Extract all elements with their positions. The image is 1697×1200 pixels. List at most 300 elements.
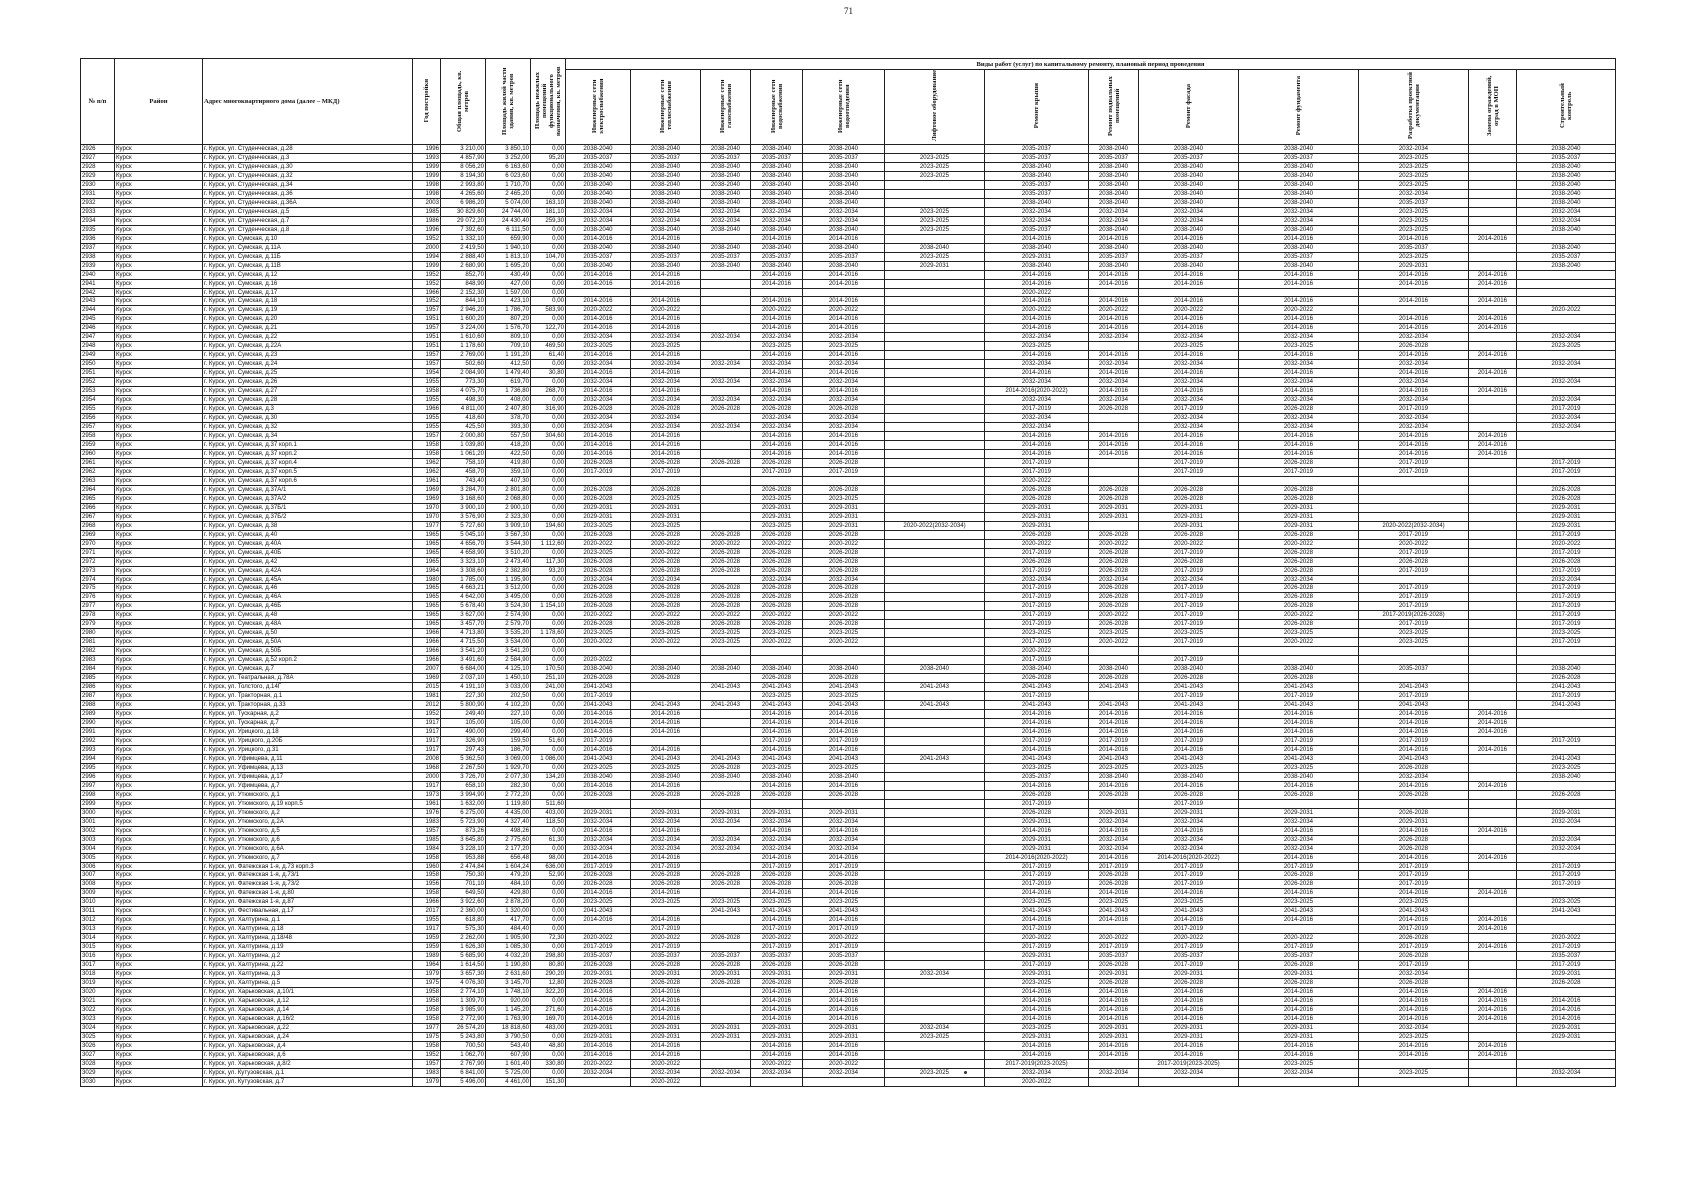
cell-work-period: 2014-2016 xyxy=(985,324,1089,333)
cell-total-area: 2 084,90 xyxy=(441,369,486,378)
cell-address: г. Курск, ул. Харьковская, д.16/2 xyxy=(203,1014,413,1023)
cell-work-period: 2020-2022 xyxy=(566,1059,631,1068)
cell-work-period xyxy=(1469,880,1517,889)
table-row xyxy=(81,297,1616,306)
cell-work-period: 2026-2028 xyxy=(1239,557,1359,566)
cell-work-period xyxy=(1359,494,1469,503)
cell-address: г. Курск, ул. Студенческая, д.5 xyxy=(203,207,413,216)
cell-work-period: 2020-2022 xyxy=(1239,539,1359,548)
cell-work-period: 2035-2037 xyxy=(803,252,885,261)
cell-number: 2952 xyxy=(81,378,115,387)
cell-nonresidential-area: 0,00 xyxy=(531,333,566,342)
cell-total-area: 3 922,60 xyxy=(441,898,486,907)
cell-work-period xyxy=(1359,1077,1469,1086)
cell-work-period: 2014-2016 xyxy=(1359,297,1469,306)
cell-residential-area: 2 900,10 xyxy=(486,503,531,512)
cell-work-period: 2032-2034 xyxy=(751,1068,803,1077)
cell-total-area: 7 392,60 xyxy=(441,225,486,234)
cell-total-area: 3 994,90 xyxy=(441,790,486,799)
cell-year: 1957 xyxy=(413,432,441,441)
table-row xyxy=(81,252,1616,261)
cell-work-period: 2017-2019 xyxy=(1139,593,1239,602)
cell-work-period: 2014-2016 xyxy=(1089,1014,1139,1023)
cell-work-period: 2014-2016 xyxy=(1239,369,1359,378)
cell-work-period: 2029-2031 xyxy=(1139,1032,1239,1041)
cell-address: г. Курск, ул. Сумская, д.37 корп.4 xyxy=(203,458,413,467)
cell-total-area: 1 614,50 xyxy=(441,961,486,970)
cell-work-period xyxy=(885,602,985,611)
cell-residential-area: 1 748,10 xyxy=(486,988,531,997)
cell-work-period: 2038-2040 xyxy=(631,198,701,207)
cell-work-period: 2029-2031 xyxy=(985,844,1089,853)
cell-work-period xyxy=(1517,719,1616,728)
cell-district: Курск xyxy=(115,153,203,162)
cell-total-area: 758,10 xyxy=(441,458,486,467)
cell-residential-area: 3 069,00 xyxy=(486,754,531,763)
cell-year: 2015 xyxy=(413,683,441,692)
cell-residential-area: 607,90 xyxy=(486,1050,531,1059)
cell-work-period: 2017-2019 xyxy=(1359,566,1469,575)
cell-work-period: 2017-2019 xyxy=(1359,862,1469,871)
cell-address: г. Курск, ул. Уфимцева, д.7 xyxy=(203,781,413,790)
cell-work-period xyxy=(885,907,985,916)
cell-work-period xyxy=(885,1041,985,1050)
cell-work-period xyxy=(701,745,751,754)
cell-number: 2948 xyxy=(81,342,115,351)
cell-address: г. Курск, ул. Харьковская, д.12 xyxy=(203,997,413,1006)
cell-work-period xyxy=(631,647,701,656)
table-row xyxy=(81,934,1616,943)
cell-work-period: 2041-2043 xyxy=(985,701,1089,710)
cell-number: 2947 xyxy=(81,333,115,342)
cell-total-area: 5 045,10 xyxy=(441,530,486,539)
cell-number: 2956 xyxy=(81,414,115,423)
cell-work-period: 2020-2022 xyxy=(1239,306,1359,315)
cell-work-period: 2041-2043 xyxy=(631,754,701,763)
cell-work-period: 2014-2016 xyxy=(1089,1050,1139,1059)
cell-work-period xyxy=(631,656,701,665)
cell-work-period: 2035-2037 xyxy=(1359,243,1469,252)
cell-work-period: 2041-2043 xyxy=(566,907,631,916)
cell-work-period: 2026-2028 xyxy=(701,871,751,880)
cell-work-period xyxy=(885,414,985,423)
cell-work-period xyxy=(701,1059,751,1068)
cell-work-period: 2026-2028 xyxy=(1089,979,1139,988)
cell-work-period: 2038-2040 xyxy=(566,665,631,674)
cell-address: г. Курск, ул. Урицкого, д.31 xyxy=(203,745,413,754)
cell-work-period: 2014-2016 xyxy=(1239,997,1359,1006)
cell-work-period xyxy=(1469,261,1517,270)
cell-work-period: 2014-2016 xyxy=(803,719,885,728)
cell-work-period: 2017-2019 xyxy=(1359,943,1469,952)
cell-work-period: 2014-2016 xyxy=(751,440,803,449)
cell-work-period: 2041-2043 xyxy=(751,683,803,692)
cell-work-period: 2029-2031 xyxy=(1517,512,1616,521)
cell-work-period xyxy=(1469,566,1517,575)
cell-work-period: 2038-2040 xyxy=(1089,243,1139,252)
cell-work-period: 2026-2028 xyxy=(751,979,803,988)
cell-work-period: 2026-2028 xyxy=(803,979,885,988)
table-row xyxy=(81,449,1616,458)
cell-residential-area: 2 878,20 xyxy=(486,898,531,907)
cell-work-period: 2041-2043 xyxy=(985,683,1089,692)
cell-year: 1985 xyxy=(413,207,441,216)
cell-district: Курск xyxy=(115,817,203,826)
cell-district: Курск xyxy=(115,548,203,557)
cell-year: 1983 xyxy=(413,817,441,826)
table-row xyxy=(81,1077,1616,1086)
cell-work-period: 2029-2031 xyxy=(803,970,885,979)
cell-year: 1979 xyxy=(413,970,441,979)
cell-work-period: 2035-2037 xyxy=(701,252,751,261)
cell-year: 1955 xyxy=(413,423,441,432)
cell-work-period: 2026-2028 xyxy=(1089,584,1139,593)
cell-residential-area: 2 323,30 xyxy=(486,512,531,521)
cell-district: Курск xyxy=(115,207,203,216)
cell-work-period: 2029-2031 xyxy=(1089,970,1139,979)
cell-address: г. Курск, ул. Утюмского, д.6 xyxy=(203,835,413,844)
cell-work-period: 2017-2019 xyxy=(1139,656,1239,665)
cell-work-period xyxy=(1517,432,1616,441)
cell-work-period: 2026-2028 xyxy=(566,620,631,629)
cell-work-period: 2029-2031 xyxy=(701,1023,751,1032)
cell-work-period xyxy=(701,736,751,745)
cell-work-period: 2014-2016 xyxy=(1239,1050,1359,1059)
cell-work-period: 2032-2034 xyxy=(1089,333,1139,342)
cell-work-period xyxy=(1469,979,1517,988)
cell-work-period xyxy=(1469,799,1517,808)
cell-year: 1965 xyxy=(413,530,441,539)
cell-work-period: 2029-2031 xyxy=(751,970,803,979)
cell-nonresidential-area: 61,30 xyxy=(531,835,566,844)
cell-work-period: 2035-2037 xyxy=(985,772,1089,781)
cell-work-period: 2026-2028 xyxy=(985,485,1089,494)
cell-work-period: 2014-2016 xyxy=(631,781,701,790)
cell-work-period: 2032-2034 xyxy=(1359,378,1469,387)
cell-work-period: 2017-2019 xyxy=(985,871,1089,880)
cell-work-period: 2041-2043 xyxy=(885,701,985,710)
cell-work-period xyxy=(885,145,985,154)
cell-work-period: 2038-2040 xyxy=(701,162,751,171)
cell-work-period: 2014-2016 xyxy=(985,727,1089,736)
cell-work-period: 2038-2040 xyxy=(1239,225,1359,234)
cell-work-period: 2038-2040 xyxy=(803,198,885,207)
cell-year: 1955 xyxy=(413,378,441,387)
cell-work-period xyxy=(885,306,985,315)
cell-year: 1958 xyxy=(413,988,441,997)
cell-number: 2960 xyxy=(81,449,115,458)
cell-work-period: 2020-2022 xyxy=(1359,539,1469,548)
cell-work-period: 2014-2016 xyxy=(803,710,885,719)
cell-work-period: 2026-2028 xyxy=(1089,593,1139,602)
cell-nonresidential-area: 271,60 xyxy=(531,1006,566,1015)
cell-work-period: 2023-2025 xyxy=(885,216,985,225)
cell-work-period: 2014-2016 xyxy=(1139,324,1239,333)
cell-work-period: 2038-2040 xyxy=(1139,171,1239,180)
cell-work-period: 2017-2019 xyxy=(1359,961,1469,970)
cell-work-period: 2014-2016 xyxy=(803,1014,885,1023)
cell-work-period: 2020-2022 xyxy=(631,1059,701,1068)
cell-work-period xyxy=(1469,207,1517,216)
cell-address: г. Курск, ул. Харьковская, д.6 xyxy=(203,1050,413,1059)
cell-work-period: 2041-2043 xyxy=(1239,683,1359,692)
cell-district: Курск xyxy=(115,862,203,871)
cell-work-period: 2017-2019 xyxy=(985,593,1089,602)
cell-work-period xyxy=(885,808,985,817)
cell-district: Курск xyxy=(115,916,203,925)
cell-work-period xyxy=(885,378,985,387)
cell-work-period xyxy=(885,692,985,701)
cell-work-period: 2032-2034 xyxy=(631,817,701,826)
cell-work-period xyxy=(885,405,985,414)
cell-work-period xyxy=(701,799,751,808)
cell-number: 2996 xyxy=(81,772,115,781)
cell-number: 2930 xyxy=(81,180,115,189)
cell-work-period: 2026-2028 xyxy=(1139,494,1239,503)
table-row xyxy=(81,853,1616,862)
cell-district: Курск xyxy=(115,710,203,719)
cell-work-period: 2014-2016 xyxy=(985,270,1089,279)
cell-total-area: 658,10 xyxy=(441,781,486,790)
cell-work-period xyxy=(1469,593,1517,602)
cell-nonresidential-area: 0,00 xyxy=(531,907,566,916)
cell-work-period: 2026-2028 xyxy=(1089,674,1139,683)
cell-work-period: 2014-2016 xyxy=(985,279,1089,288)
cell-district: Курск xyxy=(115,494,203,503)
cell-address: г. Курск, ул. Халтурина, д.19 xyxy=(203,943,413,952)
cell-work-period: 2038-2040 xyxy=(1517,243,1616,252)
cell-address: г. Курск, ул. Утюмского, д.6А xyxy=(203,844,413,853)
cell-work-period: 2026-2028 xyxy=(566,961,631,970)
cell-work-period: 2014-2016 xyxy=(985,440,1089,449)
cell-address: г. Курск, ул. Сумская, д.10 xyxy=(203,234,413,243)
cell-work-period: 2014-2016 xyxy=(1469,449,1517,458)
cell-district: Курск xyxy=(115,961,203,970)
cell-work-period: 2014-2016 xyxy=(631,1050,701,1059)
cell-nonresidential-area: 0,00 xyxy=(531,701,566,710)
cell-work-period: 2017-2019 xyxy=(1139,458,1239,467)
cell-work-period: 2014-2016 xyxy=(1239,1014,1359,1023)
header-work-type: Инженерные сети газоснабжения xyxy=(701,70,751,145)
cell-address: г. Курск, ул. Сумская, д.17 xyxy=(203,288,413,297)
cell-work-period: 2014-2016 xyxy=(1089,826,1139,835)
cell-district: Курск xyxy=(115,1006,203,1015)
cell-work-period xyxy=(1239,288,1359,297)
cell-number: 2932 xyxy=(81,198,115,207)
cell-work-period: 2014-2016 xyxy=(1239,315,1359,324)
cell-work-period: 2032-2034 xyxy=(985,1068,1089,1077)
cell-work-period: 2014-2016 xyxy=(985,234,1089,243)
cell-work-period xyxy=(1469,907,1517,916)
cell-work-period: 2032-2034 xyxy=(631,396,701,405)
cell-number: 2979 xyxy=(81,620,115,629)
cell-work-period: 2014-2016 xyxy=(566,710,631,719)
cell-nonresidential-area: 0,00 xyxy=(531,530,566,539)
cell-work-period xyxy=(1469,692,1517,701)
cell-residential-area: 2 574,90 xyxy=(486,611,531,620)
cell-district: Курск xyxy=(115,467,203,476)
cell-work-period: 2038-2040 xyxy=(701,772,751,781)
cell-work-period: 2026-2028 xyxy=(1089,790,1139,799)
table-row xyxy=(81,745,1616,754)
cell-work-period: 2020-2022 xyxy=(1239,638,1359,647)
cell-work-period: 2038-2040 xyxy=(1089,665,1139,674)
table-row xyxy=(81,710,1616,719)
cell-work-period: 2038-2040 xyxy=(1239,171,1359,180)
cell-work-period: 2014-2016 xyxy=(751,324,803,333)
cell-work-period: 2038-2040 xyxy=(751,243,803,252)
cell-nonresidential-area: 0,00 xyxy=(531,898,566,907)
cell-work-period: 2014-2016 xyxy=(803,351,885,360)
cell-work-period xyxy=(885,674,985,683)
cell-work-period: 2017-2019 xyxy=(1359,548,1469,557)
cell-work-period: 2026-2028 xyxy=(701,979,751,988)
cell-work-period: 2032-2034 xyxy=(1139,207,1239,216)
cell-district: Курск xyxy=(115,763,203,772)
cell-work-period: 2029-2031 xyxy=(1239,970,1359,979)
cell-district: Курск xyxy=(115,189,203,198)
cell-work-period: 2032-2034 xyxy=(1517,360,1616,369)
cell-total-area: 3 645,80 xyxy=(441,835,486,844)
cell-work-period: 2026-2028 xyxy=(701,458,751,467)
cell-work-period: 2026-2028 xyxy=(803,566,885,575)
cell-district: Курск xyxy=(115,997,203,1006)
cell-number: 2937 xyxy=(81,243,115,252)
cell-work-period xyxy=(1469,647,1517,656)
cell-total-area: 4 075,70 xyxy=(441,387,486,396)
cell-work-period: 2014-2016 xyxy=(1359,853,1469,862)
cell-work-period xyxy=(1469,539,1517,548)
cell-work-period: 2020-2022 xyxy=(631,548,701,557)
cell-work-period: 2029-2031 xyxy=(1139,512,1239,521)
cell-work-period: 2035-2037 xyxy=(985,189,1089,198)
cell-total-area: 3 541,20 xyxy=(441,647,486,656)
cell-nonresidential-area: 0,00 xyxy=(531,880,566,889)
cell-total-area: 3 627,00 xyxy=(441,611,486,620)
cell-work-period: 2023-2025 xyxy=(985,763,1089,772)
cell-total-area: 2 262,00 xyxy=(441,934,486,943)
cell-district: Курск xyxy=(115,539,203,548)
cell-work-period: 2029-2031 xyxy=(1239,503,1359,512)
table-row xyxy=(81,180,1616,189)
cell-work-period xyxy=(701,432,751,441)
cell-work-period: 2026-2028 xyxy=(701,405,751,414)
cell-work-period: 2023-2025 xyxy=(751,763,803,772)
cell-number: 3008 xyxy=(81,880,115,889)
cell-work-period: 2014-2016 xyxy=(985,916,1089,925)
cell-work-period: 2017-2019 xyxy=(1517,692,1616,701)
cell-work-period: 2029-2031 xyxy=(566,512,631,521)
cell-work-period: 2014-2016 xyxy=(985,1006,1089,1015)
cell-year: 1951 xyxy=(413,333,441,342)
cell-district: Курск xyxy=(115,145,203,154)
cell-residential-area: 412,50 xyxy=(486,360,531,369)
cell-residential-area: 2 775,60 xyxy=(486,835,531,844)
cell-nonresidential-area: 0,00 xyxy=(531,279,566,288)
cell-work-period: 2041-2043 xyxy=(1359,701,1469,710)
cell-work-period: 2014-2016 xyxy=(751,432,803,441)
table-row xyxy=(81,315,1616,324)
cell-work-period: 2035-2037 xyxy=(701,153,751,162)
cell-work-period xyxy=(701,710,751,719)
cell-work-period xyxy=(885,656,985,665)
header-work-type: Строительный контроль xyxy=(1517,70,1616,145)
cell-work-period: 2014-2016 xyxy=(566,916,631,925)
cell-address: г. Курск, ул. Студенческая, д.30 xyxy=(203,162,413,171)
cell-residential-area: 619,70 xyxy=(486,378,531,387)
cell-nonresidential-area: 0,00 xyxy=(531,719,566,728)
cell-year: 1999 xyxy=(413,162,441,171)
cell-work-period: 2014-2016 xyxy=(1239,781,1359,790)
cell-work-period: 2014-2016 xyxy=(1089,781,1139,790)
table-row xyxy=(81,1032,1616,1041)
cell-work-period xyxy=(701,656,751,665)
cell-work-period: 2038-2040 xyxy=(1239,189,1359,198)
cell-work-period: 2014-2016 xyxy=(803,745,885,754)
cell-work-period: 2014-2016 xyxy=(1139,826,1239,835)
cell-residential-area: 1 191,20 xyxy=(486,351,531,360)
cell-number: 2988 xyxy=(81,701,115,710)
cell-work-period: 2038-2040 xyxy=(701,180,751,189)
cell-work-period xyxy=(885,1006,985,1015)
cell-work-period: 2026-2028 xyxy=(1359,979,1469,988)
cell-district: Курск xyxy=(115,889,203,898)
cell-work-period: 2014-2016 xyxy=(803,988,885,997)
cell-nonresidential-area: 298,80 xyxy=(531,952,566,961)
cell-work-period: 2038-2040 xyxy=(985,665,1089,674)
cell-work-period: 2026-2028 xyxy=(1359,952,1469,961)
cell-work-period xyxy=(885,333,985,342)
cell-work-period: 2032-2034 xyxy=(1139,835,1239,844)
cell-work-period: 2032-2034 xyxy=(1239,360,1359,369)
cell-year: 1955 xyxy=(413,414,441,423)
cell-work-period: 2014-2016 xyxy=(1089,1041,1139,1050)
cell-number: 3030 xyxy=(81,1077,115,1086)
cell-district: Курск xyxy=(115,988,203,997)
cell-address: г. Курск, ул. Халтурина, д.18/48 xyxy=(203,934,413,943)
table-row xyxy=(81,979,1616,988)
cell-number: 3014 xyxy=(81,934,115,943)
cell-work-period: 2023-2025 xyxy=(885,1068,985,1077)
cell-district: Курск xyxy=(115,288,203,297)
cell-work-period: 2029-2031 xyxy=(701,808,751,817)
cell-work-period: 2014-2016 xyxy=(1089,234,1139,243)
cell-work-period: 2041-2043 xyxy=(1517,701,1616,710)
cell-work-period: 2029-2031 xyxy=(1517,503,1616,512)
cell-work-period xyxy=(1359,512,1469,521)
cell-work-period: 2014-2016 xyxy=(751,719,803,728)
cell-work-period: 2038-2040 xyxy=(985,198,1089,207)
cell-residential-area: 359,10 xyxy=(486,467,531,476)
cell-residential-area: 2 177,20 xyxy=(486,844,531,853)
cell-work-period: 2014-2016 xyxy=(751,387,803,396)
table-row xyxy=(81,405,1616,414)
cell-work-period: 2038-2040 xyxy=(1239,180,1359,189)
cell-work-period: 2038-2040 xyxy=(1089,198,1139,207)
cell-work-period: 2035-2037 xyxy=(1517,952,1616,961)
cell-work-period: 2023-2025 xyxy=(701,898,751,907)
cell-work-period: 2041-2043 xyxy=(1089,701,1139,710)
cell-work-period: 2014-2016 xyxy=(1239,889,1359,898)
cell-work-period: 2029-2031 xyxy=(1139,521,1239,530)
cell-year: 1981 xyxy=(413,692,441,701)
cell-year: 1973 xyxy=(413,790,441,799)
cell-work-period: 2020-2022 xyxy=(631,638,701,647)
cell-work-period xyxy=(631,476,701,485)
cell-work-period xyxy=(1517,727,1616,736)
cell-nonresidential-area: 1 154,10 xyxy=(531,602,566,611)
cell-work-period xyxy=(885,844,985,853)
